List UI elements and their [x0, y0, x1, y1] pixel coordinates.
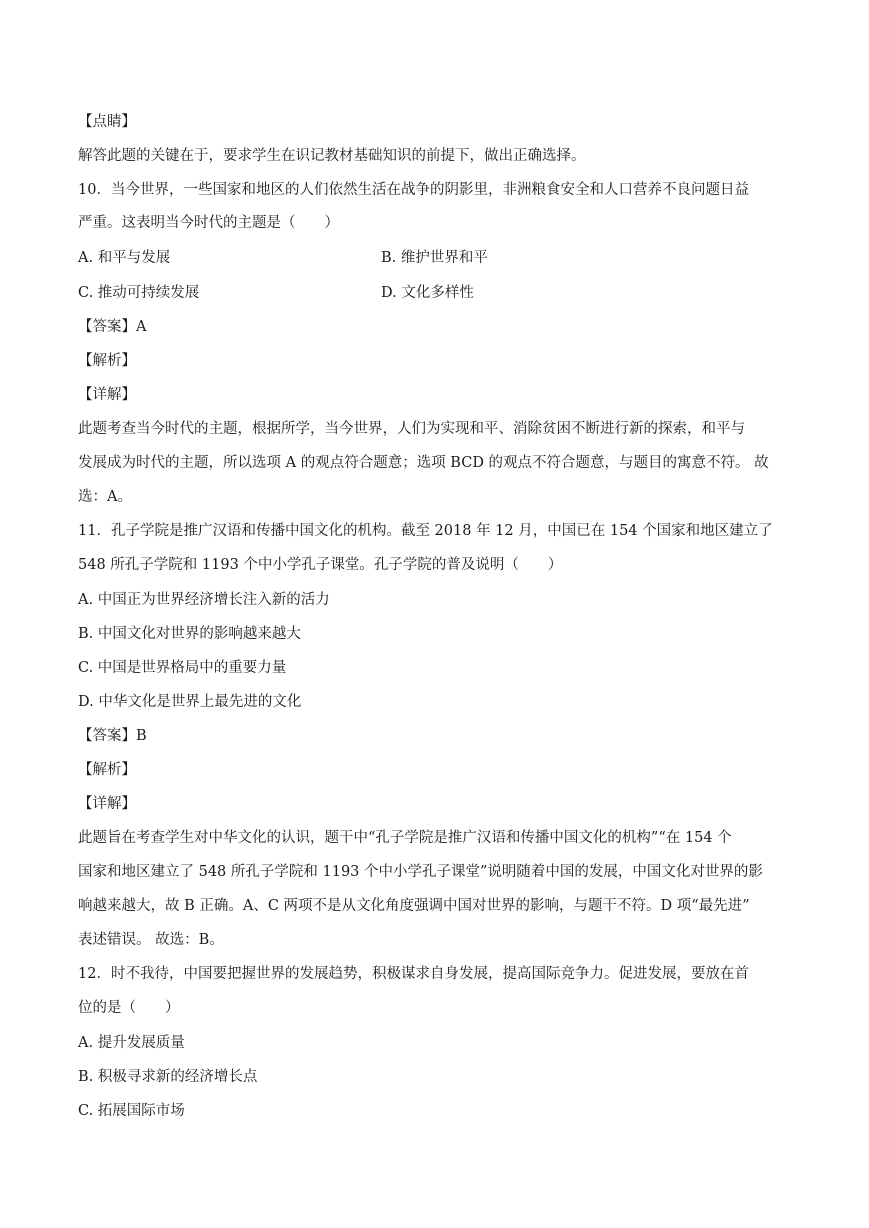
q10-explanation-line: 选：A。: [78, 489, 132, 505]
question-12-stem-cont: 位的是（ ）: [78, 1000, 180, 1016]
q10-option-b: B. 维护世界和平: [381, 250, 488, 266]
q12-option-c: C. 拓展国际市场: [78, 1103, 185, 1119]
q11-option-b: B. 中国文化对世界的影响越来越大: [78, 626, 301, 642]
question-10-stem: 10．当今世界，一些国家和地区的人们依然生活在战争的阴影里，非洲粮食安全和人口营养不良问题日益: [78, 182, 749, 198]
q11-explanation-line: 表述错误。 故选：B。: [78, 932, 224, 948]
q11-option-c: C. 中国是世界格局中的重要力量: [78, 660, 287, 676]
q10-detail-heading: 【详解】: [78, 387, 136, 403]
q10-analysis-heading: 【解析】: [78, 353, 136, 369]
question-11-stem: 11．孔子学院是推广汉语和传播中国文化的机构。截至 2018 年 12 月，中国已在 154 个国家和地区建立了: [78, 523, 773, 539]
question-11-stem-cont: 548 所孔子学院和 1193 个中小学孔子课堂。孔子学院的普及说明（ ）: [78, 557, 563, 573]
q11-option-a: A. 中国正为世界经济增长注入新的活力: [78, 592, 330, 608]
q10-explanation-line: 此题考查当今时代的主题，根据所学，当今世界，人们为实现和平、消除贫困不断进行新的探索，和平与: [78, 421, 745, 437]
q11-analysis-heading: 【解析】: [78, 762, 136, 778]
section-heading-dianjing: 【点睛】: [78, 114, 136, 130]
q12-option-b: B. 积极寻求新的经济增长点: [78, 1069, 258, 1085]
q11-option-d: D. 中华文化是世界上最先进的文化: [78, 694, 302, 710]
question-10-stem-cont: 严重。这表明当今时代的主题是（ ）: [78, 215, 339, 231]
q11-explanation-line: 响越来越大，故 B 正确。A、C 两项不是从文化角度强调中国对世界的影响，与题干不符。D 项“最先进”: [78, 898, 750, 914]
text-line: 解答此题的关键在于，要求学生在识记教材基础知识的前提下，做出正确选择。: [78, 148, 586, 164]
q12-option-a: A. 提升发展质量: [78, 1035, 185, 1051]
q11-detail-heading: 【详解】: [78, 796, 136, 812]
q10-option-c: C. 推动可持续发展: [78, 285, 200, 301]
q10-option-d: D. 文化多样性: [381, 285, 474, 301]
q11-answer: 【答案】B: [78, 728, 147, 744]
question-12-stem: 12．时不我待，中国要把握世界的发展趋势，积极谋求自身发展，提高国际竞争力。促进发展，要放在首: [78, 966, 749, 982]
q11-explanation-line: 此题旨在考查学生对中华文化的认识，题干中“孔子学院是推广汉语和传播中国文化的机构”“在 154 个: [78, 830, 732, 846]
q10-explanation-line: 发展成为时代的主题，所以选项 A 的观点符合题意；选项 BCD 的观点不符合题意，与题目的寓意不符。 故: [78, 455, 769, 471]
q11-explanation-line: 国家和地区建立了 548 所孔子学院和 1193 个中小学孔子课堂”说明随着中国的发展，中国文化对世界的影: [78, 864, 763, 880]
q10-option-a: A. 和平与发展: [78, 250, 171, 266]
q10-answer: 【答案】A: [78, 319, 147, 335]
